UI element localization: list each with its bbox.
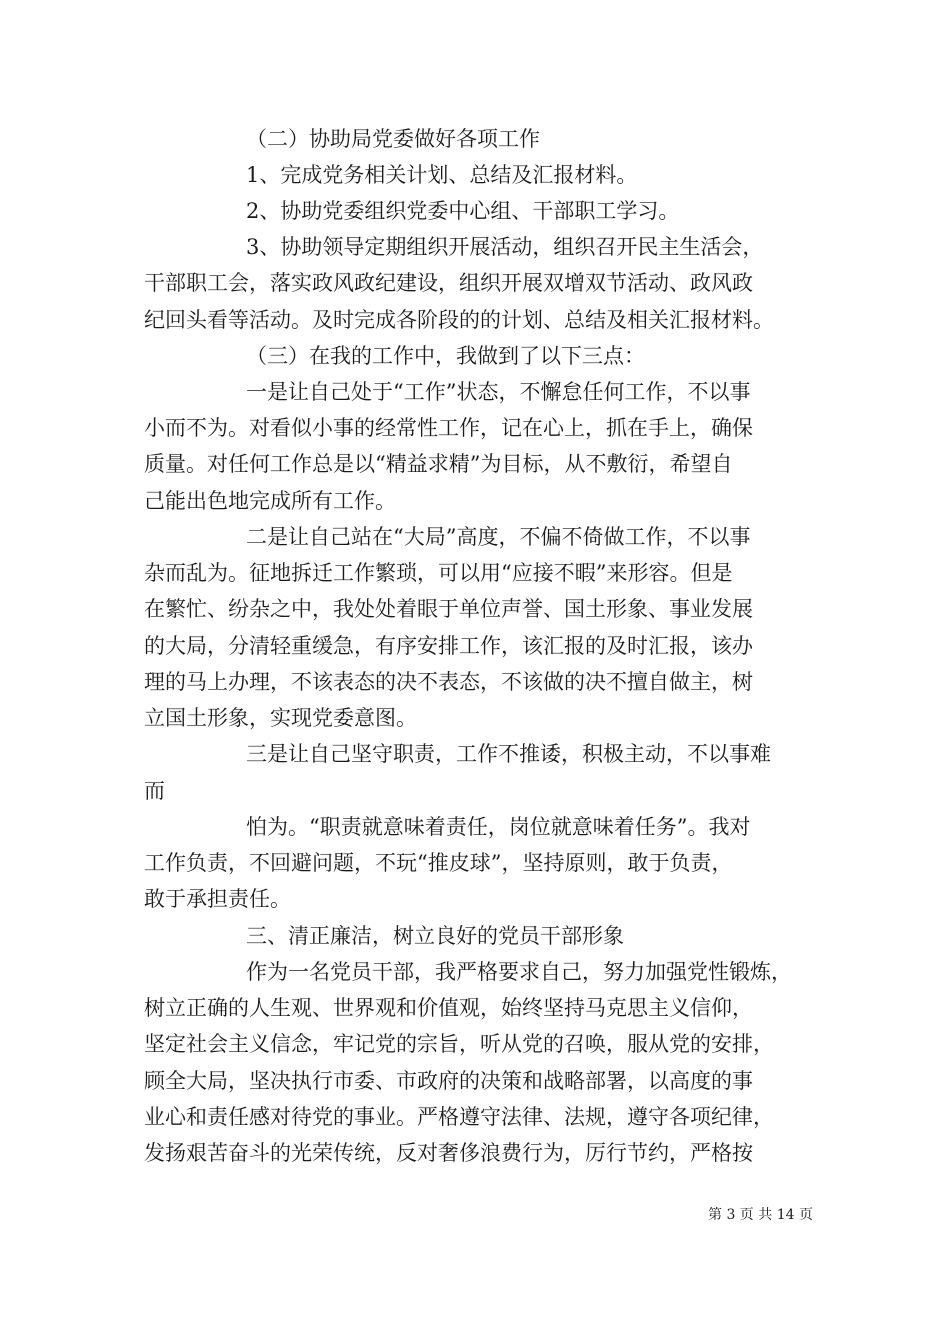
- list-item-1: 1、完成党务相关计划、总结及汇报材料。: [246, 163, 638, 187]
- heading-3: （三）在我的工作中，我做到了以下三点：: [246, 344, 645, 368]
- paragraph-line: 怕为。“职责就意味着责任，岗位就意味着任务”。我对: [246, 815, 751, 839]
- paragraph-line: 发扬艰苦奋斗的光荣传统，反对奢侈浪费行为，厉行节约，严格按: [144, 1141, 753, 1165]
- section-heading: 三、清正廉洁，树立良好的党员干部形象: [246, 924, 624, 948]
- paragraph-line: 小而不为。对看似小事的经常性工作，记在心上，抓在手上，确保: [144, 416, 753, 440]
- list-item-3: 3、协助领导定期组织开展活动，组织召开民主生活会，: [246, 235, 764, 259]
- paragraph-line: 而: [144, 779, 165, 803]
- paragraph-line: 在繁忙、纷杂之中，我处处着眼于单位声誉、国土形象、事业发展: [144, 597, 753, 621]
- paragraph-line: 干部职工会，落实政风政纪建设，组织开展双增双节活动、政风政: [144, 271, 753, 295]
- paragraph-line: 三是让自己坚守职责，工作不推诿，积极主动，不以事难: [246, 742, 771, 766]
- paragraph-line: 顾全大局，坚决执行市委、市政府的决策和战略部署，以高度的事: [144, 1069, 753, 1093]
- paragraph-line: 坚定社会主义信念，牢记党的宗旨，听从党的召唤，服从党的安排，: [144, 1032, 774, 1056]
- paragraph-line: 作为一名党员干部，我严格要求自己，努力加强党性锻炼，: [246, 960, 792, 984]
- paragraph-line: 杂而乱为。征地拆迁工作繁琐，可以用“应接不暇”来形容。但是: [144, 561, 733, 585]
- paragraph-line: 立国土形象，实现党委意图。: [144, 706, 417, 730]
- list-item-2: 2、协助党委组织党委中心组、干部职工学习。: [246, 199, 680, 223]
- paragraph-line: 敢于承担责任。: [144, 887, 291, 911]
- paragraph-line: 纪回头看等活动。及时完成各阶段的的计划、总结及相关汇报材料。: [144, 308, 774, 332]
- paragraph-line: 工作负责，不回避问题，不玩“推皮球”，坚持原则，敢于负责，: [144, 851, 733, 875]
- paragraph-line: 树立正确的人生观、世界观和价值观，始终坚持马克思主义信仰，: [144, 996, 753, 1020]
- paragraph-line: 理的马上办理，不该表态的决不表态，不该做的决不擅自做主，树: [144, 670, 753, 694]
- heading-2: （二）协助局党委做好各项工作: [246, 127, 540, 151]
- paragraph-line: 己能出色地完成所有工作。: [144, 489, 396, 513]
- page-number: 第 3 页 共 14 页: [708, 1207, 813, 1223]
- paragraph-line: 二是让自己站在“大局”高度，不偏不倚做工作，不以事: [246, 525, 751, 549]
- paragraph-line: 质量。对任何工作总是以“精益求精”为目标，从不敷衍，希望自: [144, 452, 733, 476]
- paragraph-line: 的大局，分清轻重缓急，有序安排工作，该汇报的及时汇报，该办: [144, 634, 753, 658]
- paragraph-line: 业心和责任感对待党的事业。严格遵守法律、法规，遵守各项纪律，: [144, 1105, 774, 1129]
- paragraph-line: 一是让自己处于“工作”状态，不懈怠任何工作，不以事: [246, 380, 751, 404]
